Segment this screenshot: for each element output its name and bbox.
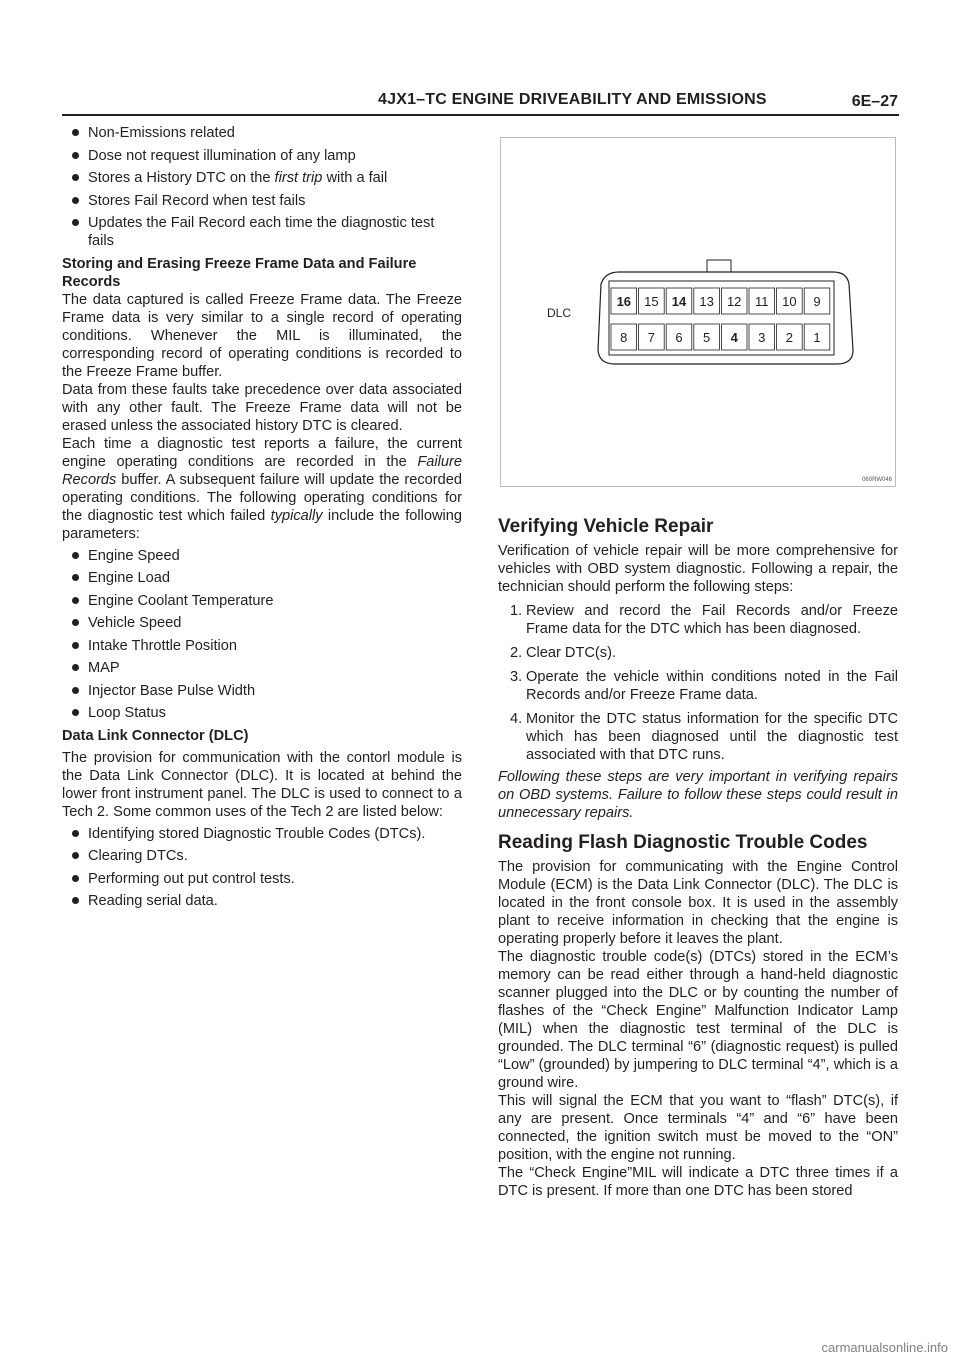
pin-number: 4 bbox=[730, 330, 738, 345]
paragraph-verifying-repair: Verification of vehicle repair will be more comprehensive for vehicles with OBD system diagnostic. Following a repair, the technician should perform the following steps: bbox=[498, 543, 898, 595]
left-column bbox=[62, 124, 462, 915]
pin-number: 8 bbox=[620, 330, 628, 345]
step-item: 3. Operate the vehicle within conditions noted in the Fail Records and/or Freeze Frame data. bbox=[510, 669, 898, 703]
step-number: 3. bbox=[510, 669, 523, 685]
list-item: Injector Base Pulse Width bbox=[62, 682, 462, 700]
step-number: 1. bbox=[510, 603, 523, 619]
paragraph-dlc: The provision for communication with the contorl module is the Data Link Connector (DLC). It is located at behind the lower front instrument panel. The DLC is used to connect to a Tech 2. Some common uses of the Tech 2 are listed below: bbox=[62, 749, 462, 820]
pin-number: 3 bbox=[758, 330, 766, 345]
right-column bbox=[498, 512, 898, 1200]
step-item: 4. Monitor the DTC status information for the specific DTC which has been diagnosed until the diagnostic test associated with that DTC runs. bbox=[510, 711, 898, 763]
footer bbox=[0, 1338, 960, 1358]
header-rule bbox=[62, 114, 899, 116]
paragraph-flash-1: The provision for communicating with the Engine Control Module (ECM) is the Data Link Connector (DLC). The DLC is located in the front console box. It is used in the assembly plant to receive information in checking that the engine is operating properly before it leaves the plant. bbox=[498, 859, 898, 947]
dlc-connector-drawing bbox=[501, 138, 897, 488]
heading-freeze-frame: Storing and Erasing Freeze Frame Data and Failure Records bbox=[62, 255, 417, 290]
pin-number: 12 bbox=[726, 294, 742, 309]
paragraph-flash-2: The diagnostic trouble code(s) (DTCs) stored in the ECM’s memory can be read either through a hand-held diagnostic scanner plugged into the DLC or by counting the number of flashes of the “Check Engine” Malfunction Indicator Lamp (MIL) when the diagnostic test terminal of the DLC is grounded. The DLC terminal “6” (diagnostic request) is pulled “Low” (grounded) by jumpering to DLC terminal “4”, which is a ground wire. bbox=[498, 949, 898, 1091]
list-item: MAP bbox=[62, 659, 462, 677]
list-item: Engine Load bbox=[62, 569, 462, 587]
list-item: Engine Coolant Temperature bbox=[62, 592, 462, 610]
heading-verifying-repair: Verifying Vehicle Repair bbox=[498, 516, 714, 537]
list-item: Updates the Fail Record each time the diagnostic test fails bbox=[62, 214, 462, 250]
page-number: 6E–27 bbox=[851, 93, 898, 110]
pin-number: 11 bbox=[755, 294, 769, 309]
section-title: 4JX1–TC ENGINE DRIVEABILITY AND EMISSIONS bbox=[378, 91, 767, 108]
heading-flash-codes: Reading Flash Diagnostic Trouble Codes bbox=[498, 832, 868, 853]
pin-number: 9 bbox=[813, 294, 821, 309]
pin-number: 15 bbox=[644, 294, 659, 309]
pin-number: 1 bbox=[813, 330, 821, 345]
paragraph-freeze-frame-1: The data captured is called Freeze Frame data. The Freeze Frame data is very similar to a single record of operating conditions. Whenever the MIL is illuminated, the corresponding record of operating conditions is recorded to the Freeze Frame buffer. bbox=[62, 291, 462, 380]
list-item: Non-Emissions related bbox=[62, 124, 462, 142]
bullet-list-test-properties bbox=[62, 124, 462, 250]
heading-dlc: Data Link Connector (DLC) bbox=[62, 727, 249, 744]
watermark: carmanualsonline.info bbox=[821, 1340, 948, 1355]
bullet-list-parameters bbox=[62, 547, 462, 723]
list-item: Performing out put control tests. bbox=[62, 870, 462, 888]
list-item: Stores Fail Record when test fails bbox=[62, 192, 462, 210]
paragraph-flash-3: This will signal the ECM that you want to “flash” DTC(s), if any are present. Once terminals “4” and “6” have been connected, the ignition switch must be moved to the “ON” position, with the engine not running. bbox=[498, 1093, 898, 1163]
list-item: Dose not request illumination of any lamp bbox=[62, 147, 462, 165]
bullet-list-tech2-uses bbox=[62, 825, 462, 911]
dlc-label: DLC bbox=[547, 306, 572, 320]
list-item: Reading serial data. bbox=[62, 892, 462, 910]
paragraph-freeze-frame-3: Each time a diagnostic test reports a failure, the current engine operating conditions are recorded in the Failure Records buffer. A subsequent failure will update the recorded operating conditions. The following operating conditions for the diagnostic test which failed typically include the following parameters: bbox=[62, 435, 463, 542]
figure-code: 060RW046 bbox=[862, 477, 892, 483]
pin-number: 13 bbox=[699, 294, 714, 309]
pin-number: 2 bbox=[785, 330, 794, 345]
list-item: Clearing DTCs. bbox=[62, 847, 462, 865]
dlc-figure bbox=[500, 137, 896, 487]
step-number: 4. bbox=[510, 711, 523, 727]
step-number: 2. bbox=[510, 645, 523, 661]
list-item: Engine Speed bbox=[62, 547, 462, 565]
paragraph-freeze-frame-2: Data from these faults take precedence over data associated with any other fault. The Freeze Frame data will not be erased unless the associated history DTC is cleared. bbox=[62, 381, 462, 434]
pin-number: 10 bbox=[782, 294, 797, 309]
list-item: Intake Throttle Position bbox=[62, 637, 462, 655]
pin-number: 16 bbox=[616, 294, 632, 309]
list-item: Stores a History DTC on the first trip with a fail bbox=[62, 169, 462, 187]
step-item: 2. Clear DTC(s). bbox=[510, 645, 616, 661]
list-item: Identifying stored Diagnostic Trouble Codes (DTCs). bbox=[62, 825, 462, 843]
pin-number: 6 bbox=[675, 330, 683, 345]
numbered-steps bbox=[498, 602, 898, 764]
note-importance: Following these steps are very important in verifying repairs on OBD systems. Failure to follow these steps could result in unnecessary repairs. bbox=[498, 769, 898, 821]
paragraph-flash-4: The “Check Engine”MIL will indicate a DTC three times if a DTC is present. If more than one DTC has been stored bbox=[498, 1165, 898, 1199]
pin-number: 5 bbox=[702, 330, 711, 345]
pin-number: 7 bbox=[647, 330, 656, 345]
pin-number: 14 bbox=[671, 294, 687, 309]
list-item: Loop Status bbox=[62, 704, 462, 722]
pin-grid bbox=[611, 288, 830, 350]
list-item: Vehicle Speed bbox=[62, 614, 462, 632]
step-item: 1. Review and record the Fail Records and/or Freeze Frame data for the DTC which has been diagnosed. bbox=[510, 603, 898, 637]
